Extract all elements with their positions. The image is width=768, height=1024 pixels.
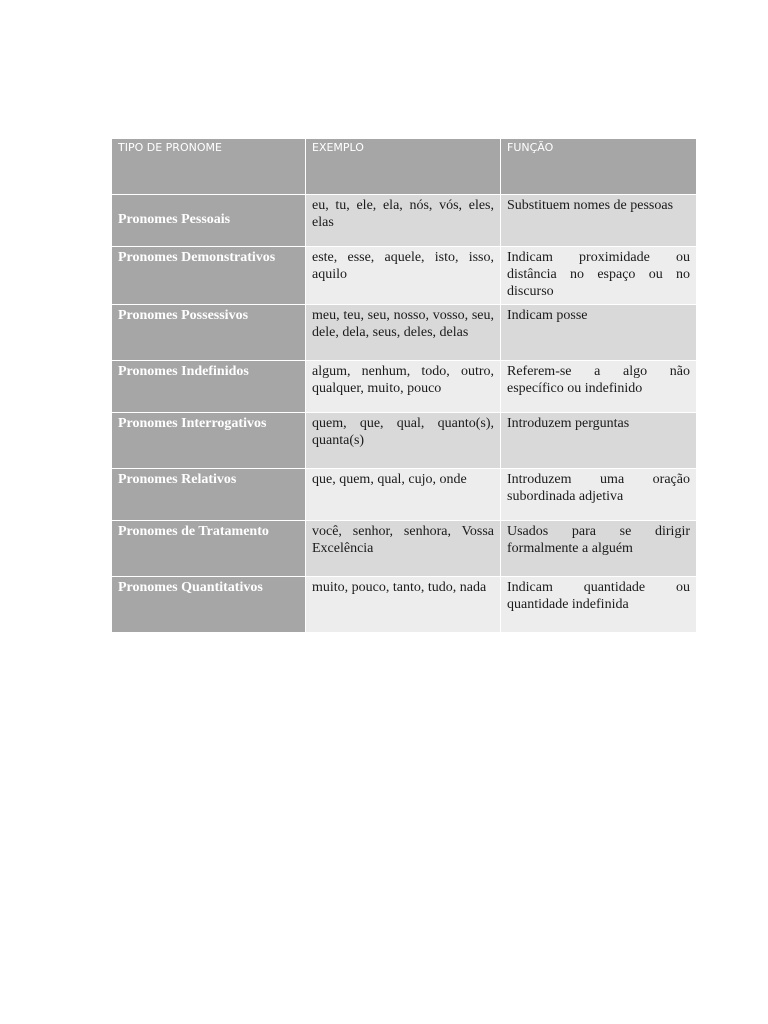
table-row [112,361,697,413]
cell-funcao: Indicam posse [501,305,697,361]
cell-exemplo: eu, tu, ele, ela, nós, vós, eles, elas [306,195,501,247]
cell-funcao: Introduzem perguntas [501,413,697,469]
table-header-row [112,139,697,195]
cell-tipo: Pronomes Pessoais [112,195,306,247]
table-row [112,413,697,469]
table-row [112,305,697,361]
cell-exemplo: este, esse, aquele, isto, isso, aquilo [306,247,501,305]
table-row [112,577,697,633]
cell-funcao: Indicam quantidade ou quantidade indefinida [501,577,697,633]
cell-exemplo: algum, nenhum, todo, outro, qualquer, muito, pouco [306,361,501,413]
table-row [112,521,697,577]
pronoun-table [111,138,697,633]
header-funcao: FUNÇÃO [501,139,697,195]
cell-exemplo: meu, teu, seu, nosso, vosso, seu, dele, dela, seus, deles, delas [306,305,501,361]
table-row [112,469,697,521]
cell-tipo: Pronomes Quantitativos [112,577,306,633]
header-exemplo: EXEMPLO [306,139,501,195]
cell-exemplo: que, quem, qual, cujo, onde [306,469,501,521]
cell-exemplo: muito, pouco, tanto, tudo, nada [306,577,501,633]
header-tipo: TIPO DE PRONOME [112,139,306,195]
cell-funcao: Usados para se dirigir formalmente a alguém [501,521,697,577]
cell-tipo: Pronomes Possessivos [112,305,306,361]
cell-funcao: Indicam proximidade ou distância no espaço ou no discurso [501,247,697,305]
cell-exemplo: você, senhor, senhora, Vossa Excelência [306,521,501,577]
cell-funcao: Introduzem uma oração subordinada adjetiva [501,469,697,521]
cell-funcao: Referem-se a algo não específico ou indefinido [501,361,697,413]
cell-tipo: Pronomes Indefinidos [112,361,306,413]
cell-tipo: Pronomes Demonstrativos [112,247,306,305]
cell-funcao: Substituem nomes de pessoas [501,195,697,247]
cell-tipo: Pronomes Interrogativos [112,413,306,469]
cell-exemplo: quem, que, qual, quanto(s), quanta(s) [306,413,501,469]
cell-tipo: Pronomes de Tratamento [112,521,306,577]
cell-tipo: Pronomes Relativos [112,469,306,521]
table-row [112,247,697,305]
table-row [112,195,697,247]
